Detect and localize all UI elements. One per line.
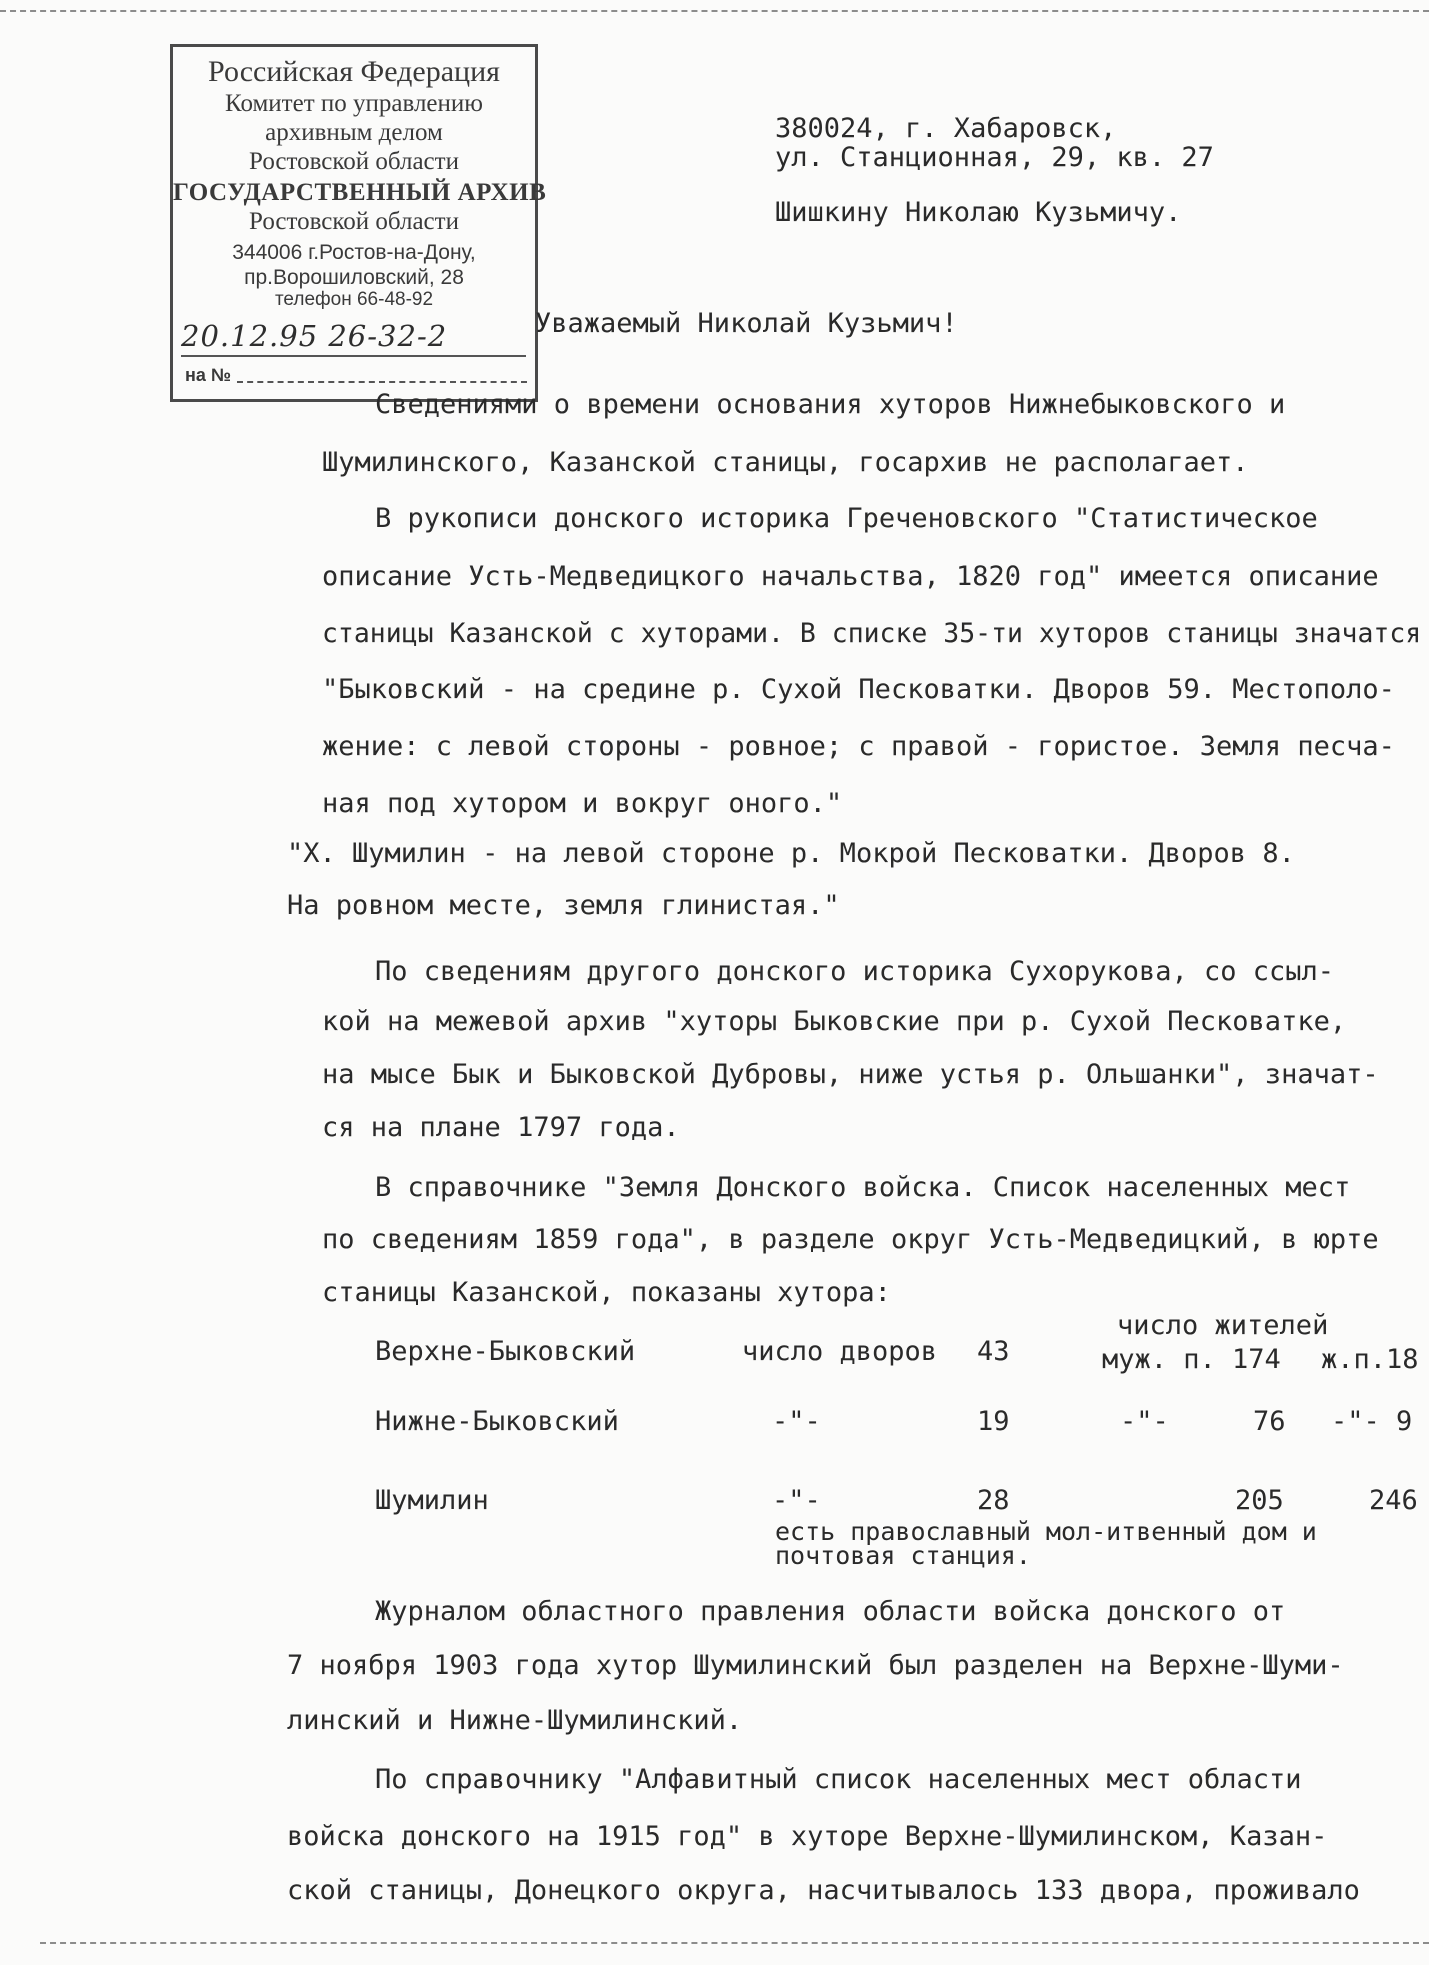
yards-count: 43 <box>977 1336 1010 1367</box>
body-line: по сведениям 1859 года", в разделе округ Усть-Медведицкий, в юрте <box>322 1224 1379 1255</box>
stamp-reg-label: на № <box>185 365 231 385</box>
body-line: на мысе Бык и Быковской Дубровы, ниже устья р. Ольшанки", значат- <box>322 1059 1379 1090</box>
settlement-name: Нижне-Быковский <box>375 1406 619 1437</box>
body-line: Шумилинского, Казанской станицы, госархив не располагает. <box>322 447 1249 478</box>
body-line: ся на плане 1797 года. <box>322 1112 680 1143</box>
stamp-line: архивным делом <box>265 119 443 146</box>
body-line: По справочнику "Алфавитный список населенных мест области <box>375 1764 1302 1795</box>
greeting: Уважаемый Николай Кузьмич! <box>535 308 958 339</box>
residents-header: число жителей <box>1117 1310 1329 1341</box>
table-note: почтовая станция. <box>775 1541 1031 1570</box>
body-line: жение: с левой стороны - ровное; с правой - гористое. Земля песча- <box>322 731 1395 762</box>
female-count: -"- 9 <box>1331 1406 1413 1437</box>
body-line: В справочнике "Земля Донского войска. Список населенных мест <box>375 1172 1351 1203</box>
body-line: линский и Нижне-Шумилинский. <box>287 1705 743 1736</box>
body-line: ная под хутором и вокруг оного." <box>322 788 843 819</box>
body-line: станицы Казанской с хуторами. В списке 35-ти хуторов станицы значатся <box>322 618 1422 649</box>
female-count: 246 <box>1369 1485 1418 1516</box>
stamp-line: Российская Федерация <box>208 55 500 88</box>
settlement-name: Шумилин <box>375 1485 489 1516</box>
body-line: В рукописи донского историка Греченовского "Статистическое <box>375 503 1318 534</box>
body-line: "Х. Шумилин - на левой стороне р. Мокрой Песковатки. Дворов 8. <box>287 838 1295 869</box>
stamp-line: пр.Ворошиловский, 28 <box>244 266 464 289</box>
stamp-line: Ростовской области <box>249 208 459 235</box>
stamp-line: ГОСУДАРСТВЕННЫЙ АРХИВ <box>173 179 547 206</box>
body-line: Сведениями о времени основания хуторов Нижнебыковского и <box>375 389 1286 420</box>
body-line: На ровном месте, земля глинистая." <box>287 890 840 921</box>
male-count: муж. п. 174 <box>1102 1344 1281 1375</box>
yards-label: -"- <box>772 1406 821 1437</box>
stamp-line: телефон 66-48-92 <box>274 289 434 310</box>
address-line: ул. Станционная, 29, кв. 27 <box>775 142 1214 173</box>
scan-edge-top <box>0 10 1429 12</box>
body-line: ской станицы, Донецкого округа, насчитывалось 133 двора, проживало <box>287 1875 1360 1906</box>
body-line: войска донского на 1915 год" в хуторе Верхне-Шумилинском, Казан- <box>287 1821 1328 1852</box>
archive-stamp <box>170 44 547 402</box>
body-line: 7 ноября 1903 года хутор Шумилинский был разделен на Верхне-Шуми- <box>287 1650 1344 1681</box>
yards-count: 19 <box>977 1406 1010 1437</box>
recipient-name: Шишкину Николаю Кузьмичу. <box>775 197 1182 228</box>
stamp-line: 344006 г.Ростов-на-Дону, <box>232 241 476 264</box>
male-ditto: -"- <box>1120 1406 1169 1437</box>
stamp-line: Ростовской области <box>249 148 459 175</box>
scan-edge-bottom <box>40 1942 1429 1944</box>
settlement-name: Верхне-Быковский <box>375 1336 636 1367</box>
body-line: Журналом областного правления области войска донского от <box>375 1596 1286 1627</box>
stamp-line: Комитет по управлению <box>225 90 483 117</box>
yards-label: число дворов <box>742 1336 938 1367</box>
stamp-reg-line <box>237 381 527 383</box>
yards-label: -"- <box>772 1485 821 1516</box>
body-line: По сведениям другого донского историка Сухорукова, со ссыл- <box>375 956 1335 987</box>
body-line: станицы Казанской, показаны хутора: <box>322 1277 891 1308</box>
male-count: 205 <box>1235 1485 1284 1516</box>
yards-count: 28 <box>977 1485 1010 1516</box>
body-line: описание Усть-Медведицкого начальства, 1820 год" имеется описание <box>322 561 1379 592</box>
table-note: есть православный мол-итвенный дом и <box>775 1517 1317 1546</box>
male-count: 76 <box>1253 1406 1286 1437</box>
address-line: 380024, г. Хабаровск, <box>775 113 1117 144</box>
female-count: ж.п.18 <box>1321 1344 1419 1375</box>
handwritten-date-number: 20.12.95 26-32-2 <box>181 319 526 357</box>
body-line: кой на межевой архив "хуторы Быковские при р. Сухой Песковатке, <box>322 1006 1347 1037</box>
body-line: "Быковский - на средине р. Сухой Песковатки. Дворов 59. Местополо- <box>322 674 1395 705</box>
